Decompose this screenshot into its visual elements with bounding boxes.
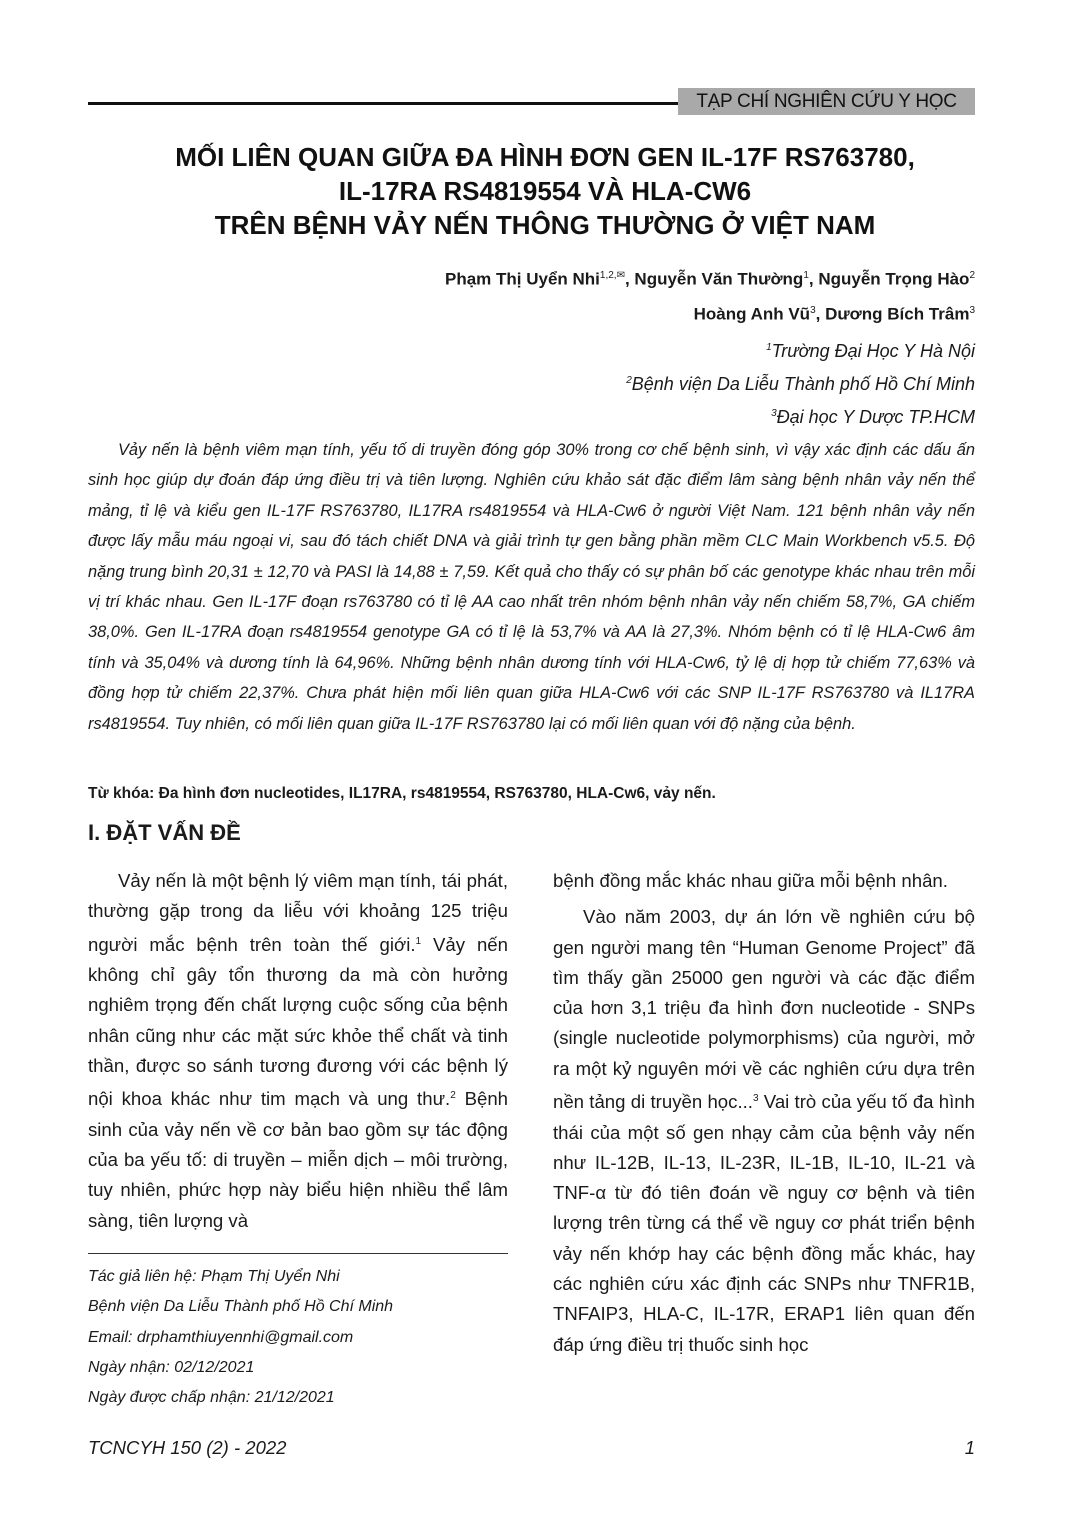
- title-line: MỐI LIÊN QUAN GIỮA ĐA HÌNH ĐƠN GEN IL-17F RS763780,: [175, 142, 915, 172]
- title-line: TRÊN BỆNH VẢY NẾN THÔNG THƯỜNG Ở VIỆT NAM: [214, 210, 876, 240]
- author-list: Phạm Thị Uyển Nhi$^{1,2,✉}$, Nguyễn Văn Thường$^1$, Nguyễn Trọng Hào$^2$ Hoàng Anh $Vũ^3$, Dương Bích Trâm$^3$: [444, 269, 975, 324]
- email: Email: drphamthiuyennhi@gmail.com: [88, 1328, 354, 1346]
- citation[interactable]: 2: [450, 1090, 456, 1102]
- left-column: [88, 866, 508, 1236]
- page-number: 1: [964, 1437, 975, 1458]
- author: , Nguyễn Trọng Hào: [808, 269, 970, 289]
- footnote-rule: [88, 1253, 508, 1254]
- abstract: Vảy nến là bệnh viêm mạn tính, yếu tố di truyền đóng góp 30% trong cơ chế bệnh sinh, vì vậy xác định các dấu ấn sinh học giúp dự đoán đáp ứng điều trị và tiên lượng. Nghiên cứu khảo sát đặc điểm lâm sàng bệnh nhân vảy nến thể mảng, tỉ lệ và kiểu gen IL-17F RS763780, IL17RA rs4819554 và HLA-Cw6 ở người Việt Nam. 121 bệnh nhân vảy nến được lấy mẫu máu ngoại vi, sau đó tách chiết DNA và giải trình tự gen bằng phần mềm CLC Main Workbench v5.5. Độ nặng trung bình 20,31 ± 12,70 và PASI là 14,88 ± 7,59. Kết quả cho thấy có sự phân bố các genotype khác nhau trên mỗi vị trí khác nhau. Gen IL-17F đoạn rs763780 có tỉ lệ AA cao nhất trên nhóm bệnh nhân vảy nến chiếm 58,7%, GA chiếm 38,0%. Gen IL-17RA đoạn rs4819554 genotype GA có tỉ lệ là 53,7% và AA là 27,3%. Nhóm bệnh có tỉ lệ HLA-Cw6 âm tính và 35,04% và dương tính là 64,96%. Những bệnh nhân dương tính với HLA-Cw6, tỷ lệ dị hợp tử chiếm 77,63% và đồng hợp tử chiếm 22,37%. Chưa phát hiện mối liên quan giữa HLA-Cw6 với các SNP IL-17F RS763780 và IL17RA rs4819554. Tuy nhiên, có mối liên quan giữa IL-17F RS763780 lại có mối liên quan với độ nặng của bệnh.: [88, 441, 975, 733]
- article-title: [60, 140, 1030, 242]
- paragraph: Vảy nến là một bệnh lý viêm mạn tính, tái phát, thường gặp trong da liễu với khoảng 125 triệu người mắc bệnh trên toàn thế giới.$^1$ Vảy nến không chỉ gây tổn thương da mà còn hưởng nghiêm trọng đến chất lượng cuộc sống của bệnh nhân cũng như các mặt sức khỏe thể chất và tinh thần, được so sánh tương đương với các bệnh lý nội khoa khác như tim mạch và ung thư.$^2$ Bệnh sinh của vảy nến về cơ bản bao gồm sự tác động của ba yếu tố: di truyền – miễn dịch – môi trường, tuy nhiên, phức hợp này biểu hiện nhiều thể lâm sàng, tiên lượng và: [88, 870, 509, 1231]
- footer-journal-issue: TCNCYH 150 (2) - 2022: [88, 1437, 287, 1458]
- affiliation: $^2$Bệnh viện Da Liễu Thành phố Hồ Chí Minh: [626, 374, 975, 394]
- journal-header: TẠP CHÍ NGHIÊN CỨU Y HỌC: [678, 88, 975, 115]
- section-heading: I. ĐẶT VẤN ĐỀ: [88, 820, 241, 845]
- affiliation: $^3$Đại học Y Dược TP.HCM: [771, 407, 975, 427]
- footnote: Tác giả liên hệ: Phạm Thị Uyển Nhi Bệnh viện Da Liễu Thành phố Hồ Chí Minh Email: drphamthiuyennhi@gmail.com Ngày nhận: 02/12/2021 Ngày được chấp nhận: 21/12/2021: [88, 1268, 394, 1407]
- citation[interactable]: 3: [752, 1093, 759, 1105]
- right-column: [553, 866, 975, 1360]
- paragraph: Vào năm 2003, dự án lớn về nghiên cứu bộ gen người mang tên “Human Genome Project” đã tìm thấy gần 25000 gen người và các đặc điểm của hơn 3,1 triệu đa hình đơn nucleotide - SNPs (single nucleotide polymorphisms) của người, mở ra một kỷ nguyên mới về các nghiên cứu dựa trên nền tảng di truyền học...$^3$ Vai trò của yếu tố đa hình thái của một số gen nhạy cảm của bệnh vảy nến như IL-12B, IL-13, IL-23R, IL-1B, IL-10, IL-21 và TNF-α từ đó tiên đoán về nguy cơ bệnh và tiên lượng trên từng cá thể về nguy cơ phát triển bệnh vảy nến khớp hay các bệnh đồng mắc khác, hay các nghiên cứu xác định các SNPs như TNFR1B, TNFAIP3, HLA-C, IL-17R, ERAP1 liên quan đến đáp ứng điều trị thuốc sinh học: [553, 906, 975, 1355]
- paragraph: bệnh đồng mắc khác nhau giữa mỗi bệnh nhân.: [553, 870, 948, 891]
- author: Hoàng Anh Vũ: [693, 304, 811, 324]
- citation[interactable]: 1: [415, 935, 422, 947]
- author: , Dương Bích Trâm: [815, 304, 970, 324]
- author: Phạm Thị Uyển Nhi: [444, 269, 600, 289]
- title-line: IL-17RA RS4819554 VÀ HLA-CW6: [338, 176, 752, 206]
- affiliation: $^1$Trường Đại Học Y Hà Nội: [766, 341, 975, 361]
- keywords: Từ khóa: Đa hình đơn nucleotides, IL17RA, rs4819554, RS763780, HLA-Cw6, vảy nến.: [88, 785, 716, 802]
- affiliations: [626, 333, 975, 432]
- author: , Nguyễn Văn Thường: [624, 269, 804, 289]
- header-rule: [88, 102, 680, 105]
